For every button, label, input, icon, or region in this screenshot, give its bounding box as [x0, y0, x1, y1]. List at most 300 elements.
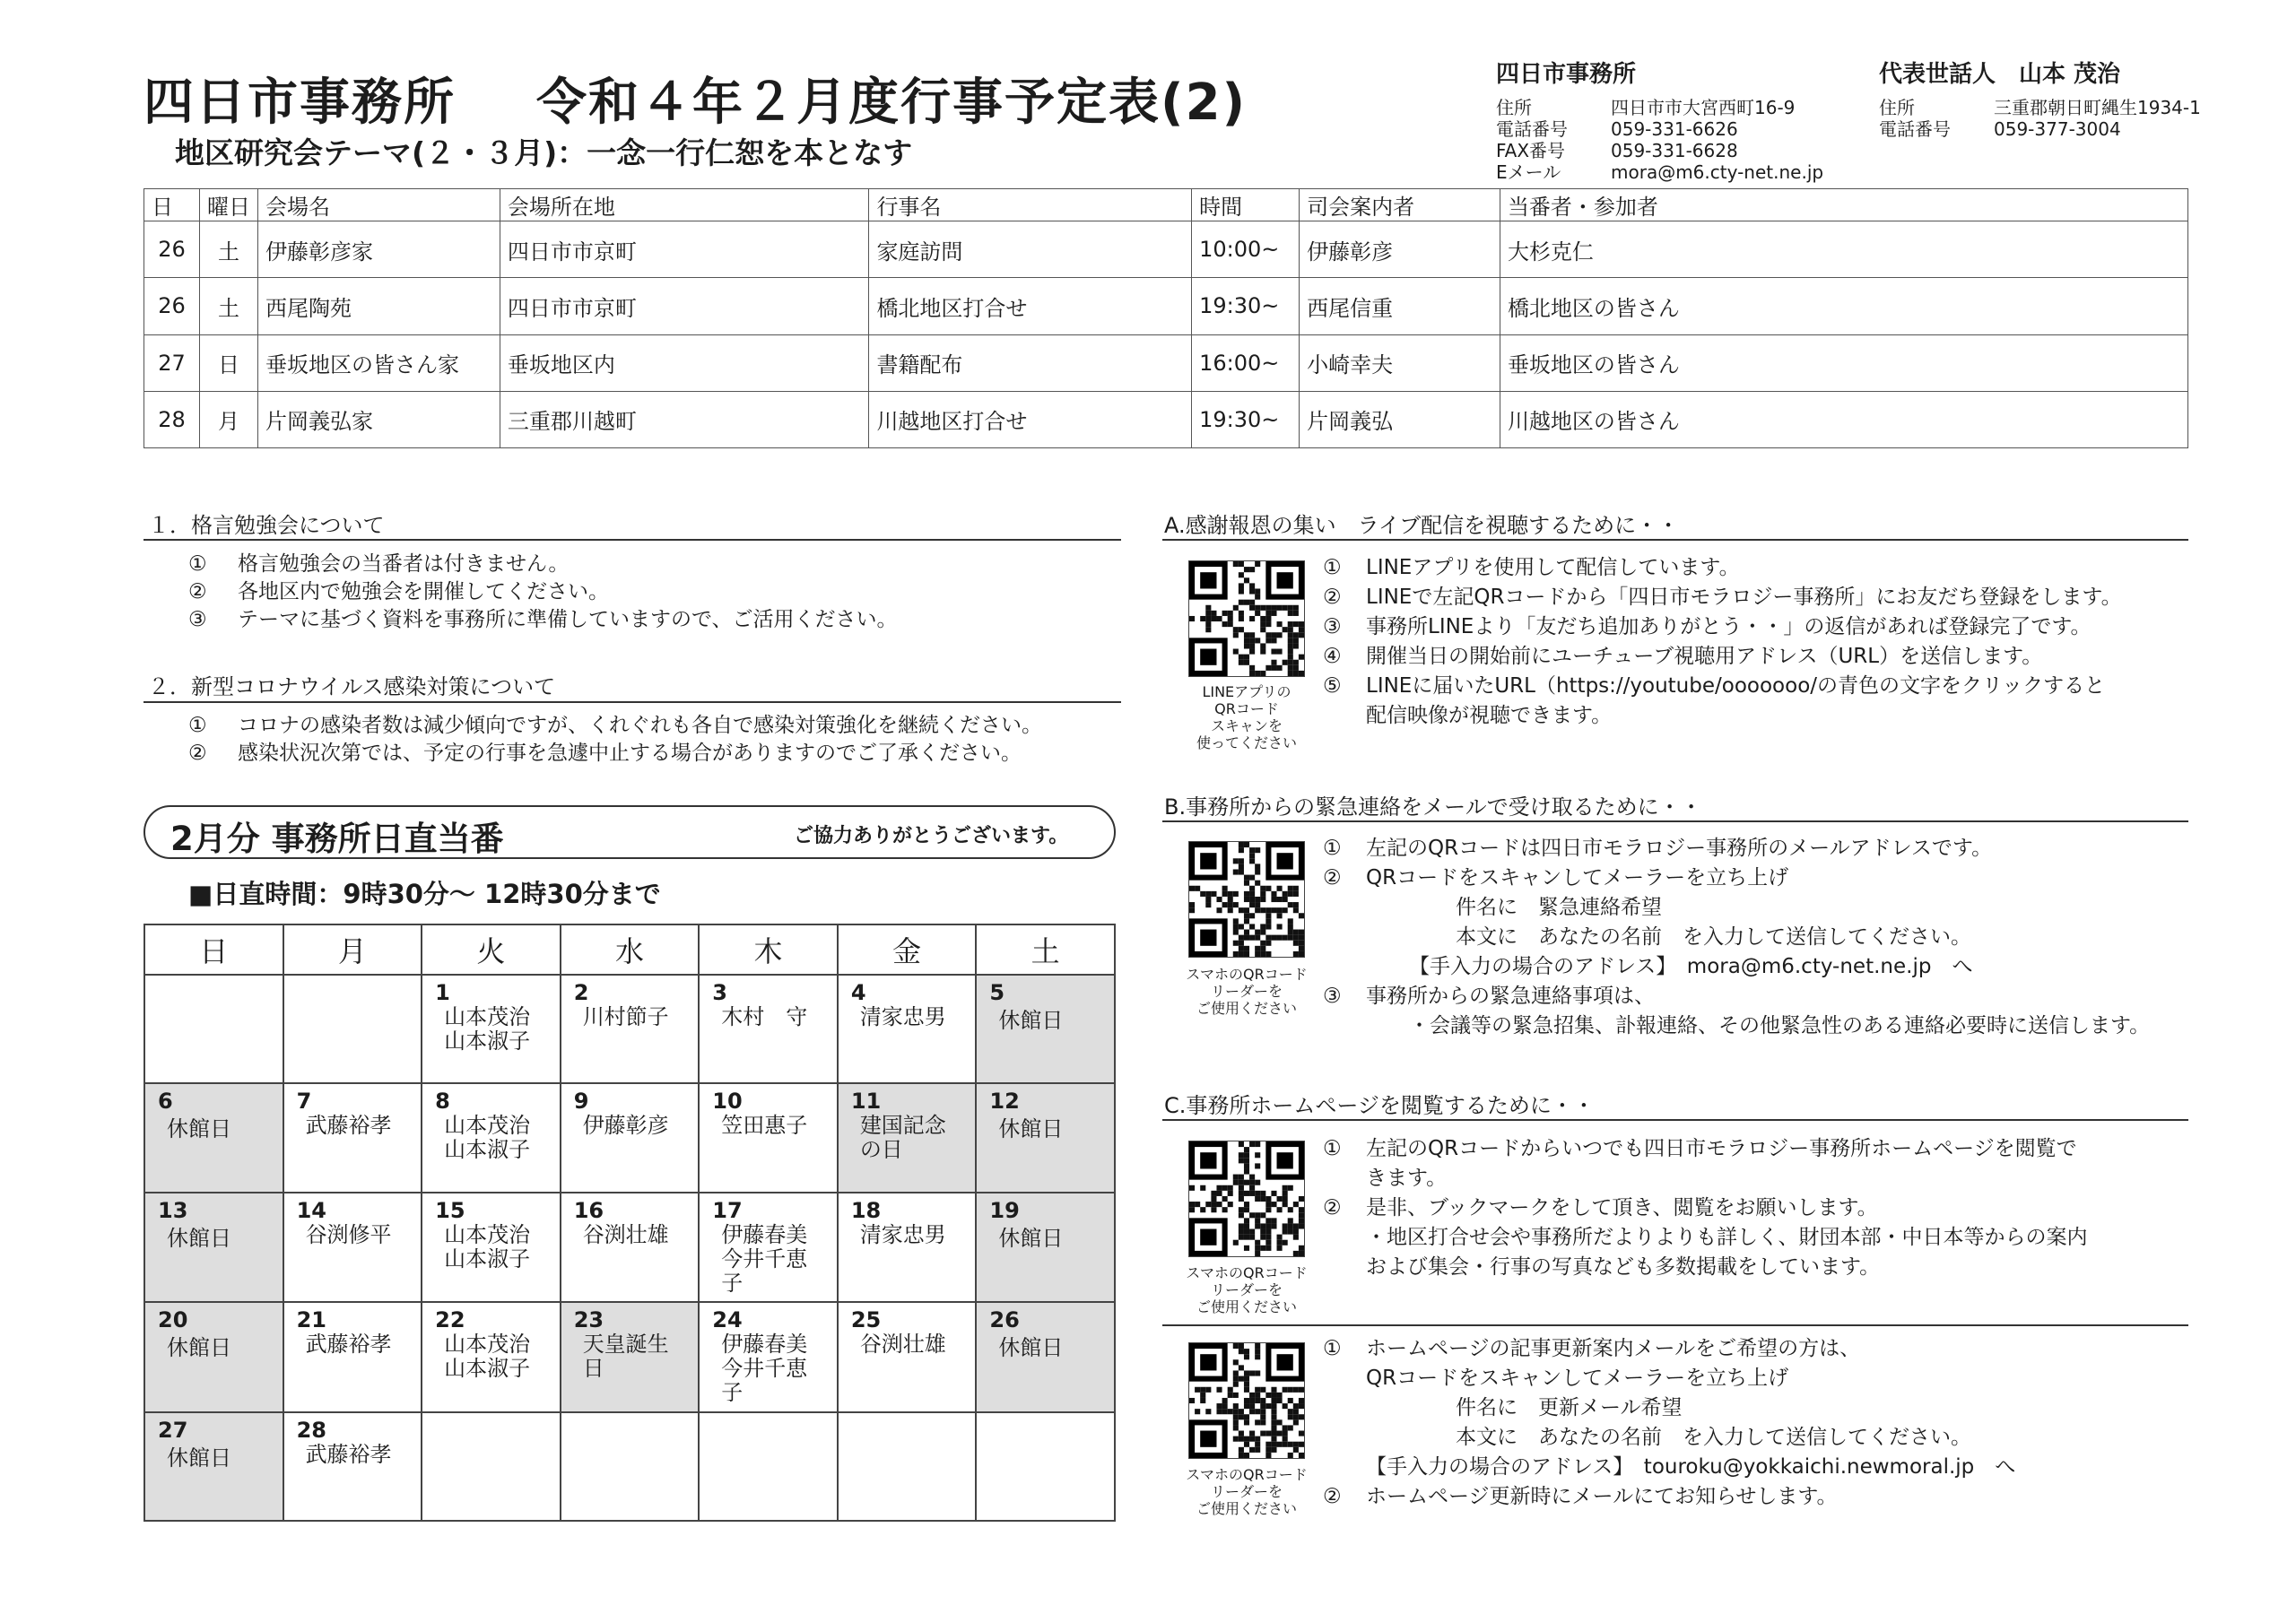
info-value: 四日市市大宮西町16-9 — [1611, 97, 1796, 118]
notice1-title: １．格言勉強会について — [148, 513, 385, 538]
item-number — [1413, 1423, 1456, 1453]
duty-title: 2月分 事務所日直当番 — [170, 820, 504, 858]
list-item — [1323, 1223, 2088, 1253]
schedule-cell: 橋北地区打合せ — [869, 278, 1192, 334]
day-number: 13 — [158, 1197, 188, 1223]
day-number: 1 — [435, 980, 450, 1005]
item-text: 【手入力の場合のアドレス】 mora@m6.cty-net.ne.jp へ — [1409, 955, 1973, 978]
office-name: 四日市事務所 — [1496, 61, 1637, 88]
calendar-day — [699, 1083, 838, 1192]
schedule-cell: 19:30~ — [1192, 278, 1300, 334]
list-item — [1323, 952, 2150, 982]
sectionB-title: B.事務所からの緊急連絡をメールで受け取るために・・ — [1164, 794, 1702, 820]
office-title: 四日市事務所 — [144, 74, 456, 132]
schedule-cell: 片岡義弘 — [1300, 391, 1500, 447]
list-item — [188, 712, 1042, 740]
duty-person: 伊藤春美 — [721, 1221, 808, 1247]
schedule-cell: 垂坂地区内 — [500, 334, 869, 391]
qr-caption-line: QRコード — [1214, 700, 1279, 717]
info-label: 住所 — [1496, 97, 1532, 118]
item-number — [1323, 1253, 1366, 1282]
list-item — [1323, 701, 2122, 731]
duty-person: 武藤裕孝 — [305, 1441, 392, 1467]
office-info — [1496, 59, 1823, 183]
duty-person: 休館日 — [167, 1116, 231, 1142]
calendar-day — [976, 1412, 1115, 1521]
calendar-day — [144, 1412, 283, 1521]
schedule-header: 曜日 — [199, 189, 257, 221]
item-number — [1413, 893, 1456, 923]
schedule-cell: 19:30~ — [1192, 391, 1300, 447]
list-item — [1323, 583, 2122, 612]
item-text: 左記のQRコードからいつでも四日市モラロジー事務所ホームページを閲覧で — [1366, 1137, 2077, 1160]
duty-person: 清家忠男 — [859, 1221, 946, 1247]
list-item — [1323, 893, 2150, 923]
day-number: 11 — [850, 1089, 882, 1115]
sectionB-lines — [1323, 834, 2150, 1041]
sectionD-lines — [1323, 1334, 2015, 1512]
item-number: ③ — [1323, 985, 1342, 1008]
sectionC-lines — [1323, 1134, 2088, 1282]
schedule-row — [144, 391, 2188, 447]
calendar-day — [144, 1302, 283, 1411]
duty-person: 山本茂治 — [444, 1113, 531, 1139]
divider — [144, 539, 1121, 541]
item-text: 各地区内で勉強会を開催してください。 — [238, 580, 609, 603]
calendar-day — [699, 1302, 838, 1411]
item-number: ② — [1323, 586, 1342, 609]
duty-person: 建国記念の日 — [859, 1113, 946, 1163]
info-value: mora@m6.cty-net.ne.jp — [1611, 161, 1824, 183]
representative-info — [1879, 59, 2201, 140]
duty-calendar — [144, 924, 1116, 1522]
schedule-cell: 大杉克仁 — [1500, 221, 2187, 278]
info-row — [1496, 161, 1823, 183]
duty-person: 清家忠男 — [859, 1004, 946, 1029]
weekday-header: 火 — [422, 924, 561, 975]
calendar-day — [561, 975, 700, 1083]
homepage-qr-code — [1188, 1141, 1305, 1257]
weekday-header: 土 — [976, 924, 1115, 975]
duty-person: 山本茂治 — [444, 1332, 531, 1358]
duty-person: 川村節子 — [582, 1004, 669, 1029]
day-number: 4 — [850, 980, 866, 1005]
day-number: 26 — [989, 1307, 1020, 1333]
list-item — [1323, 834, 2150, 864]
list-item — [188, 606, 898, 634]
calendar-day — [283, 975, 422, 1083]
list-item — [1323, 982, 2150, 1011]
schedule-cell: 橋北地区の皆さん — [1500, 278, 2187, 334]
duty-person: 休館日 — [167, 1335, 231, 1361]
info-value: 059-377-3004 — [1994, 118, 2121, 140]
item-number: ① — [1323, 837, 1342, 860]
calendar-day — [561, 1193, 700, 1302]
duty-person: 天皇誕生日 — [582, 1332, 669, 1382]
item-text: コロナの感染者数は減少傾向ですが、くれぐれも各自で感染対策強化を継続ください。 — [238, 714, 1042, 737]
schedule-cell: 片岡義弘家 — [257, 391, 500, 447]
calendar-day — [144, 1083, 283, 1192]
duty-time: ■日直時間：9時30分～ 12時30分まで — [188, 879, 661, 909]
list-item — [1323, 672, 2122, 701]
calendar-day — [283, 1412, 422, 1521]
info-row — [1496, 118, 1823, 140]
item-text: ・地区打合せ会や事務所だよりよりも詳しく、財団本部・中日本等からの案内 — [1366, 1226, 2088, 1249]
item-text: 事務所からの緊急連絡事項は、 — [1366, 985, 1655, 1008]
item-number: ② — [1323, 1196, 1342, 1219]
day-number: 8 — [435, 1089, 450, 1115]
schedule-row — [144, 221, 2188, 278]
calendar-day — [699, 1193, 838, 1302]
duty-person: 今井千恵子 — [721, 1356, 808, 1406]
schedule-cell: 10:00~ — [1192, 221, 1300, 278]
item-number — [1413, 923, 1456, 952]
representative-name: 代表世話人 山本 茂治 — [1879, 61, 2121, 88]
day-number: 21 — [296, 1307, 326, 1333]
item-number — [1366, 952, 1409, 982]
list-item — [1323, 1164, 2088, 1193]
day-number: 16 — [573, 1197, 604, 1223]
item-text: きます。 — [1366, 1167, 1448, 1190]
list-item — [1323, 1193, 2088, 1223]
calendar-day — [976, 975, 1115, 1083]
calendar-day — [561, 1412, 700, 1521]
day-number: 14 — [296, 1197, 326, 1223]
day-number: 15 — [435, 1197, 465, 1223]
schedule-cell: 川越地区打合せ — [869, 391, 1192, 447]
info-label: 電話番号 — [1879, 118, 1951, 140]
list-item — [1323, 1482, 2015, 1512]
duty-person: 山本淑子 — [444, 1137, 531, 1163]
list-item — [1323, 1253, 2088, 1282]
mail-qr-code — [1188, 841, 1305, 958]
divider — [1162, 539, 2188, 541]
day-number: 12 — [989, 1089, 1020, 1115]
qr-caption — [1170, 683, 1323, 751]
list-item — [1323, 864, 2150, 893]
item-text: テーマに基づく資料を事務所に準備していますので、ご活用ください。 — [238, 608, 898, 631]
calendar-day — [561, 1302, 700, 1411]
item-number: ② — [1323, 1485, 1342, 1508]
item-text: QRコードをスキャンしてメーラーを立ち上げ — [1366, 1367, 1789, 1390]
schedule-cell: 西尾信重 — [1300, 278, 1500, 334]
item-number: ① — [188, 552, 207, 576]
item-number: ⑤ — [1323, 674, 1342, 698]
schedule-header: 会場所在地 — [500, 189, 869, 221]
calendar-day — [283, 1083, 422, 1192]
schedule-table — [144, 188, 2188, 448]
schedule-cell: 西尾陶苑 — [257, 278, 500, 334]
list-item — [1323, 1334, 2015, 1364]
duty-person: 山本茂治 — [444, 1221, 531, 1247]
calendar-week — [144, 1302, 1115, 1411]
calendar-day — [838, 1083, 977, 1192]
item-text: 配信映像が視聴できます。 — [1366, 704, 1613, 727]
item-number — [1323, 1164, 1366, 1193]
duty-thanks: ご協力ありがとうございます。 — [794, 825, 1069, 847]
notice2-title: ２．新型コロナウイルス感染対策について — [148, 674, 556, 699]
info-row — [1879, 97, 2201, 118]
item-text: 格言勉強会の当番者は付きません。 — [238, 552, 570, 576]
day-number: 27 — [158, 1417, 188, 1443]
info-row — [1496, 97, 1823, 118]
info-value: 059-331-6626 — [1611, 118, 1738, 140]
divider — [1162, 820, 2188, 822]
schedule-cell: 伊藤彰彦家 — [257, 221, 500, 278]
calendar-day — [144, 975, 283, 1083]
update-mail-qr-code — [1188, 1342, 1305, 1459]
qr-caption — [1170, 1466, 1323, 1517]
calendar-day — [144, 1193, 283, 1302]
duty-person: 武藤裕孝 — [305, 1332, 392, 1358]
weekday-header: 日 — [144, 924, 283, 975]
schedule-cell: 月 — [199, 391, 257, 447]
item-number: ① — [1323, 1337, 1342, 1360]
schedule-cell: 小崎幸夫 — [1300, 334, 1500, 391]
info-label: 電話番号 — [1496, 118, 1568, 140]
notice1-list — [188, 551, 898, 634]
item-number: ④ — [1323, 645, 1342, 668]
info-row — [1496, 140, 1823, 161]
qr-caption-line: スマホのQRコード — [1186, 1264, 1308, 1281]
item-number: ③ — [188, 608, 207, 631]
divider — [1162, 1119, 2188, 1121]
duty-person: 木村 守 — [721, 1004, 808, 1029]
calendar-day — [283, 1302, 422, 1411]
schedule-cell: 四日市市京町 — [500, 221, 869, 278]
schedule-cell: 三重郡川越町 — [500, 391, 869, 447]
item-text: 事務所LINEより「友だち追加ありがとう・・」の返信があれば登録完了です。 — [1366, 615, 2092, 638]
item-number — [1323, 1223, 1366, 1253]
schedule-cell: 26 — [144, 278, 200, 334]
item-text: 感染状況次第では、予定の行事を急遽中止する場合がありますのでご了承ください。 — [238, 742, 1022, 765]
list-item — [1323, 923, 2150, 952]
weekday-header: 金 — [838, 924, 977, 975]
qr-caption-line: ご使用ください — [1196, 1298, 1297, 1315]
schedule-cell: 家庭訪問 — [869, 221, 1192, 278]
qr-caption — [1170, 1264, 1323, 1315]
list-item — [1323, 1453, 2015, 1482]
weekday-header: 木 — [699, 924, 838, 975]
item-number: ② — [188, 580, 207, 603]
duty-person: 休館日 — [998, 1116, 1064, 1142]
list-item — [188, 578, 898, 606]
qr-caption-line: スキャンを — [1210, 717, 1283, 734]
day-number: 3 — [712, 980, 727, 1005]
calendar-week — [144, 1412, 1115, 1521]
schedule-cell: 垂坂地区の皆さん — [1500, 334, 2187, 391]
calendar-day — [699, 975, 838, 1083]
schedule-header: 司会案内者 — [1300, 189, 1500, 221]
info-label: Eメール — [1496, 161, 1561, 183]
day-number: 18 — [850, 1197, 882, 1223]
schedule-header: 行事名 — [869, 189, 1192, 221]
list-item — [1323, 642, 2122, 672]
qr-caption-line: スマホのQRコード — [1186, 1466, 1308, 1483]
item-text: 【手入力の場合のアドレス】 touroku@yokkaichi.newmoral.jp へ — [1366, 1455, 2016, 1479]
day-number: 20 — [158, 1307, 188, 1333]
schedule-cell: 27 — [144, 334, 200, 391]
qr-caption-line: ご使用ください — [1196, 1500, 1297, 1517]
day-number: 17 — [712, 1197, 743, 1223]
duty-person: 休館日 — [167, 1225, 231, 1251]
duty-person: 伊藤春美 — [721, 1332, 808, 1358]
item-text: 件名に 更新メール希望 — [1456, 1396, 1683, 1419]
item-text: LINEに届いたURL（https://youtube/ooooooo/の青色の文字をクリックすると — [1366, 674, 2106, 698]
duty-person: 谷渕修平 — [305, 1221, 392, 1247]
item-text: ホームページの記事更新案内メールをご希望の方は、 — [1366, 1337, 1861, 1360]
item-text: LINEで左記QRコードから「四日市モラロジー事務所」にお友だち登録をします。 — [1366, 586, 2122, 609]
schedule-cell: 四日市市京町 — [500, 278, 869, 334]
calendar-day — [838, 1412, 977, 1521]
calendar-day — [699, 1412, 838, 1521]
schedule-header: 会場名 — [257, 189, 500, 221]
calendar-day — [838, 975, 977, 1083]
day-number: 10 — [712, 1089, 743, 1115]
item-text: 本文に あなたの名前 を入力して送信してください。 — [1456, 1426, 1971, 1449]
line-qr-code — [1188, 560, 1305, 677]
item-number: ① — [188, 714, 207, 737]
notice2-list — [188, 712, 1042, 768]
page-title — [144, 63, 1247, 135]
day-number: 9 — [573, 1089, 589, 1115]
schedule-cell: 26 — [144, 221, 200, 278]
duty-person: 山本淑子 — [444, 1356, 531, 1382]
item-number: ② — [188, 742, 207, 765]
day-number: 19 — [989, 1197, 1020, 1223]
schedule-header: 日 — [144, 189, 200, 221]
info-label: 住所 — [1879, 97, 1915, 118]
item-number — [1366, 1011, 1409, 1041]
list-item — [1323, 1423, 2015, 1453]
calendar-day — [283, 1193, 422, 1302]
item-number: ① — [1323, 1137, 1342, 1160]
calendar-day — [976, 1083, 1115, 1192]
qr-caption — [1170, 966, 1323, 1017]
duty-person: 笠田惠子 — [721, 1113, 808, 1139]
duty-person: 休館日 — [998, 1335, 1064, 1361]
item-number: ② — [1323, 866, 1342, 890]
duty-person: 休館日 — [998, 1225, 1064, 1251]
duty-person: 山本茂治 — [444, 1004, 531, 1029]
calendar-week — [144, 975, 1115, 1083]
day-number: 7 — [296, 1089, 312, 1115]
schedule-cell: 伊藤彰彦 — [1300, 221, 1500, 278]
list-item — [1323, 1393, 2015, 1423]
item-text: QRコードをスキャンしてメーラーを立ち上げ — [1366, 866, 1789, 890]
item-number: ③ — [1323, 615, 1342, 638]
item-text: 是非、ブックマークをして頂き、閲覧をお願いします。 — [1366, 1196, 1878, 1219]
list-item — [188, 740, 1042, 768]
calendar-week — [144, 1083, 1115, 1192]
duty-person: 休館日 — [998, 1008, 1064, 1033]
duty-person: 武藤裕孝 — [305, 1113, 392, 1139]
item-text: 左記のQRコードは四日市モラロジー事務所のメールアドレスです。 — [1366, 837, 1993, 860]
day-number: 6 — [158, 1089, 173, 1115]
schedule-cell: 16:00~ — [1192, 334, 1300, 391]
duty-person: 山本淑子 — [444, 1028, 531, 1054]
qr-caption-line: ご使用ください — [1196, 1000, 1297, 1017]
day-number: 28 — [296, 1417, 326, 1443]
list-item — [1323, 553, 2122, 583]
item-text: ・会議等の緊急招集、訃報連絡、その他緊急性のある連絡必要時に送信します。 — [1409, 1014, 2151, 1037]
calendar-day — [976, 1302, 1115, 1411]
list-item — [188, 551, 898, 578]
calendar-day — [422, 1083, 561, 1192]
sectionA-title: A.感謝報恩の集い ライブ配信を視聴するために・・ — [1164, 513, 1680, 538]
day-number: 2 — [573, 980, 589, 1005]
day-number: 23 — [573, 1307, 604, 1333]
day-number: 22 — [435, 1307, 465, 1333]
list-item — [1323, 1364, 2015, 1393]
item-text: 件名に 緊急連絡希望 — [1456, 896, 1662, 919]
schedule-cell: 日 — [199, 334, 257, 391]
qr-caption-line: スマホのQRコード — [1186, 966, 1308, 983]
item-number — [1323, 1453, 1366, 1482]
schedule-cell: 28 — [144, 391, 200, 447]
list-item — [1323, 1011, 2150, 1041]
study-theme: 地区研究会テーマ(２・３月)：一念一行仁恕を本となす — [175, 135, 913, 170]
list-item — [1323, 612, 2122, 642]
day-number: 5 — [989, 980, 1005, 1005]
day-number: 24 — [712, 1307, 743, 1333]
info-value: 059-331-6628 — [1611, 140, 1738, 161]
divider — [144, 701, 1121, 703]
calendar-day — [561, 1083, 700, 1192]
day-number: 25 — [850, 1307, 882, 1333]
schedule-cell: 書籍配布 — [869, 334, 1192, 391]
schedule-header: 当番者・参加者 — [1500, 189, 2187, 221]
calendar-day — [976, 1193, 1115, 1302]
info-label: FAX番号 — [1496, 140, 1566, 161]
item-text: および集会・行事の写真なども多数掲載をしています。 — [1366, 1255, 1881, 1279]
item-number — [1413, 1393, 1456, 1423]
qr-caption-line: リーダーを — [1210, 1281, 1283, 1298]
calendar-day — [422, 1302, 561, 1411]
duty-person: 谷渕壮雄 — [859, 1332, 946, 1358]
qr-caption-line: リーダーを — [1210, 983, 1283, 1000]
item-text: ホームページ更新時にメールにてお知らせします。 — [1366, 1485, 1838, 1508]
item-number: ① — [1323, 556, 1342, 579]
qr-caption-line: LINEアプリの — [1202, 683, 1292, 700]
list-item — [1323, 1134, 2088, 1164]
calendar-day — [422, 975, 561, 1083]
calendar-week — [144, 1193, 1115, 1302]
info-value: 三重郡朝日町縄生1934-1 — [1994, 97, 2201, 118]
qr-caption-line: 使ってください — [1196, 734, 1297, 751]
item-text: 本文に あなたの名前 を入力して送信してください。 — [1456, 925, 1971, 949]
schedule-row — [144, 278, 2188, 334]
item-number — [1323, 701, 1366, 731]
schedule-cell: 川越地区の皆さん — [1500, 391, 2187, 447]
schedule-cell: 土 — [199, 278, 257, 334]
schedule-title: 令和４年２月度行事予定表(2) — [536, 74, 1248, 132]
duty-person: 休館日 — [167, 1445, 231, 1471]
weekday-header: 水 — [561, 924, 700, 975]
calendar-day — [838, 1302, 977, 1411]
info-row — [1879, 118, 2201, 140]
sectionA-lines — [1323, 553, 2122, 731]
calendar-day — [422, 1412, 561, 1521]
sectionC-title: C.事務所ホームページを閲覧するために・・ — [1164, 1093, 1595, 1118]
duty-person: 山本淑子 — [444, 1245, 531, 1271]
item-text: 開催当日の開始前にユーチューブ視聴用アドレス（URL）を送信します。 — [1366, 645, 2043, 668]
schedule-row — [144, 334, 2188, 391]
qr-caption-line: リーダーを — [1210, 1483, 1283, 1500]
duty-person: 今井千恵子 — [721, 1245, 808, 1296]
schedule-cell: 土 — [199, 221, 257, 278]
divider — [1162, 1324, 2188, 1326]
